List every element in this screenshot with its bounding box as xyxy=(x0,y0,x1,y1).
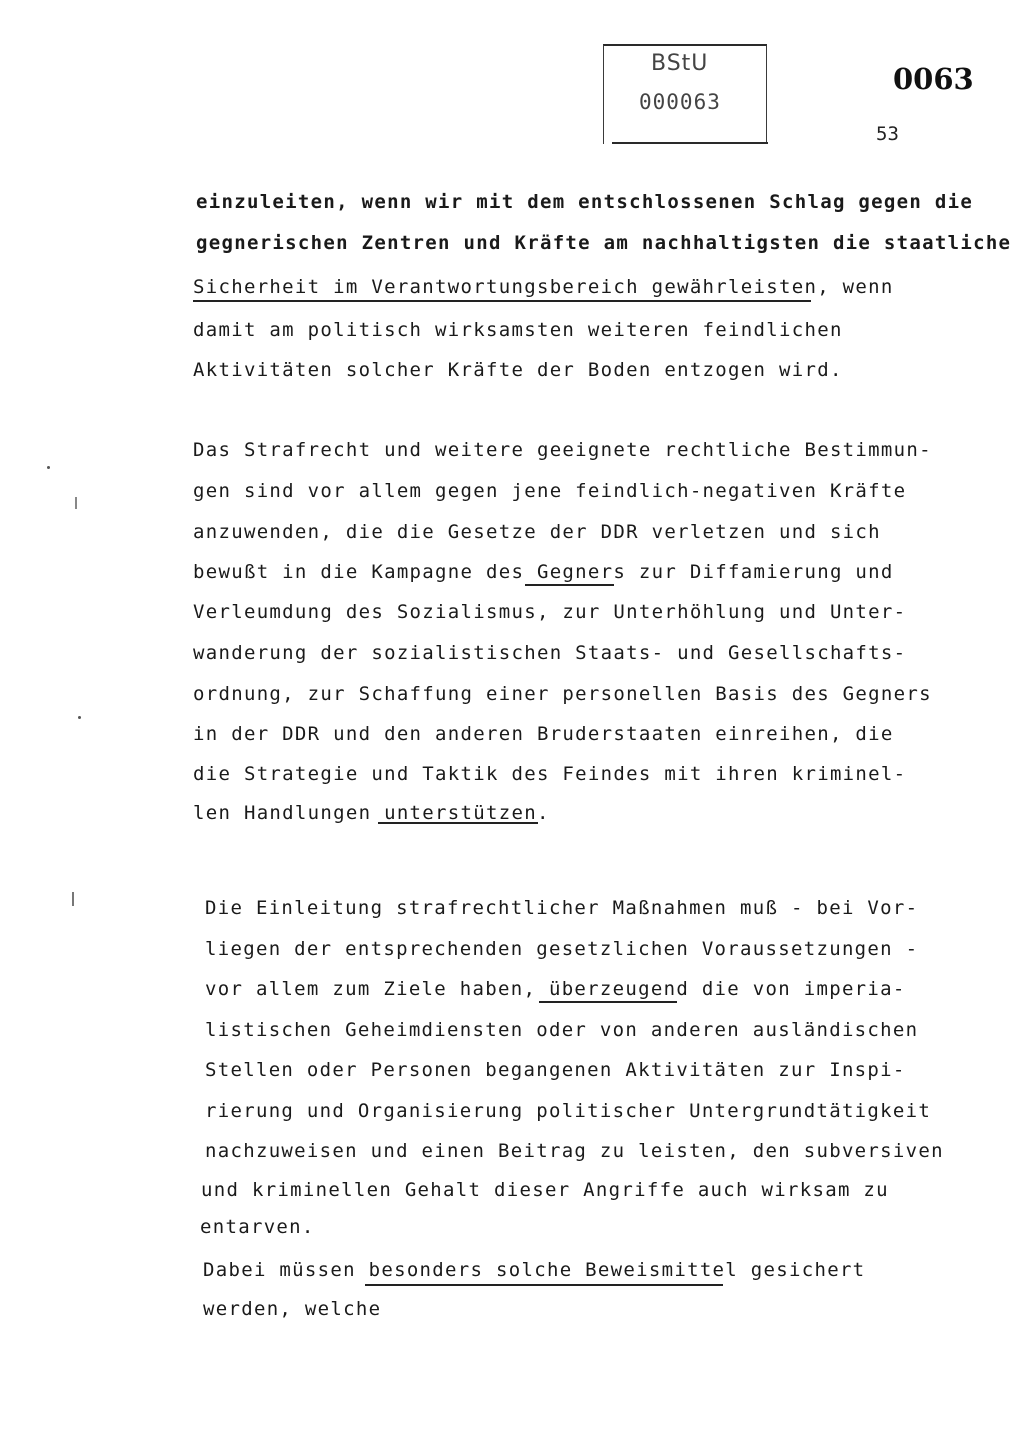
text-line: Stellen oder Personen begangenen Aktivitäten zur Inspi- xyxy=(205,1059,906,1081)
stamp-bottom-rule xyxy=(612,142,768,144)
text-line: Aktivitäten solcher Kräfte der Boden entzogen wird. xyxy=(193,359,843,381)
underline xyxy=(539,1001,677,1003)
scan-speck xyxy=(78,716,81,719)
text-line: rierung und Organisierung politischer Untergrundtätigkeit xyxy=(205,1100,932,1122)
scan-mark xyxy=(75,497,77,509)
scan-speck xyxy=(47,466,50,469)
text-line: in der DDR und den anderen Bruderstaaten einreihen, die xyxy=(193,723,894,745)
text-line: Dabei müssen besonders solche Beweismittel gesichert xyxy=(203,1259,866,1281)
stamp-agency: BStU xyxy=(651,51,709,76)
text-line: len Handlungen unterstützen. xyxy=(193,802,550,824)
text-line: entarven. xyxy=(200,1216,315,1238)
stamp-number: 000063 xyxy=(639,90,721,114)
text-line: nachzuweisen und einen Beitrag zu leisten, den subversiven xyxy=(205,1140,944,1162)
underline xyxy=(193,300,811,302)
underline xyxy=(378,822,538,824)
text-line: und kriminellen Gehalt dieser Angriffe auch wirksam zu xyxy=(201,1179,889,1201)
text-line: ordnung, zur Schaffung einer personellen Basis des Gegners xyxy=(193,683,932,705)
page-number: 53 xyxy=(876,123,899,145)
text-line: werden, welche xyxy=(203,1298,382,1320)
archive-stamp xyxy=(603,44,767,144)
underline xyxy=(365,1284,723,1286)
text-line: gen sind vor allem gegen jene feindlich-negativen Kräfte xyxy=(193,480,907,502)
text-line: vor allem zum Ziele haben, überzeugend die von imperia- xyxy=(205,978,906,1000)
archive-number: 0063 xyxy=(893,62,974,96)
text-line: Verleumdung des Sozialismus, zur Unterhöhlung und Unter- xyxy=(193,601,907,623)
text-line: damit am politisch wirksamsten weiteren feindlichen xyxy=(193,319,843,341)
text-line: Sicherheit im Verantwortungsbereich gewährleisten, wenn xyxy=(193,276,894,298)
underline xyxy=(525,584,614,586)
text-line: Die Einleitung strafrechtlicher Maßnahmen muß - bei Vor- xyxy=(205,897,919,919)
text-line: bewußt in die Kampagne des Gegners zur Diffamierung und xyxy=(193,561,894,583)
text-line: wanderung der sozialistischen Staats- und Gesellschafts- xyxy=(193,642,907,664)
text-line: einzuleiten, wenn wir mit dem entschlossenen Schlag gegen die xyxy=(196,191,974,213)
text-line: die Strategie und Taktik des Feindes mit ihren kriminel- xyxy=(193,763,907,785)
scan-mark xyxy=(72,892,74,906)
text-line: liegen der entsprechenden gesetzlichen Voraussetzungen - xyxy=(205,938,919,960)
text-line: gegnerischen Zentren und Kräfte am nachhaltigsten die staatliche xyxy=(196,232,1012,254)
text-line: Das Strafrecht und weitere geeignete rechtliche Bestimmun- xyxy=(193,439,932,461)
text-line: anzuwenden, die die Gesetze der DDR verletzen und sich xyxy=(193,521,881,543)
text-line: listischen Geheimdiensten oder von anderen ausländischen xyxy=(205,1019,919,1041)
